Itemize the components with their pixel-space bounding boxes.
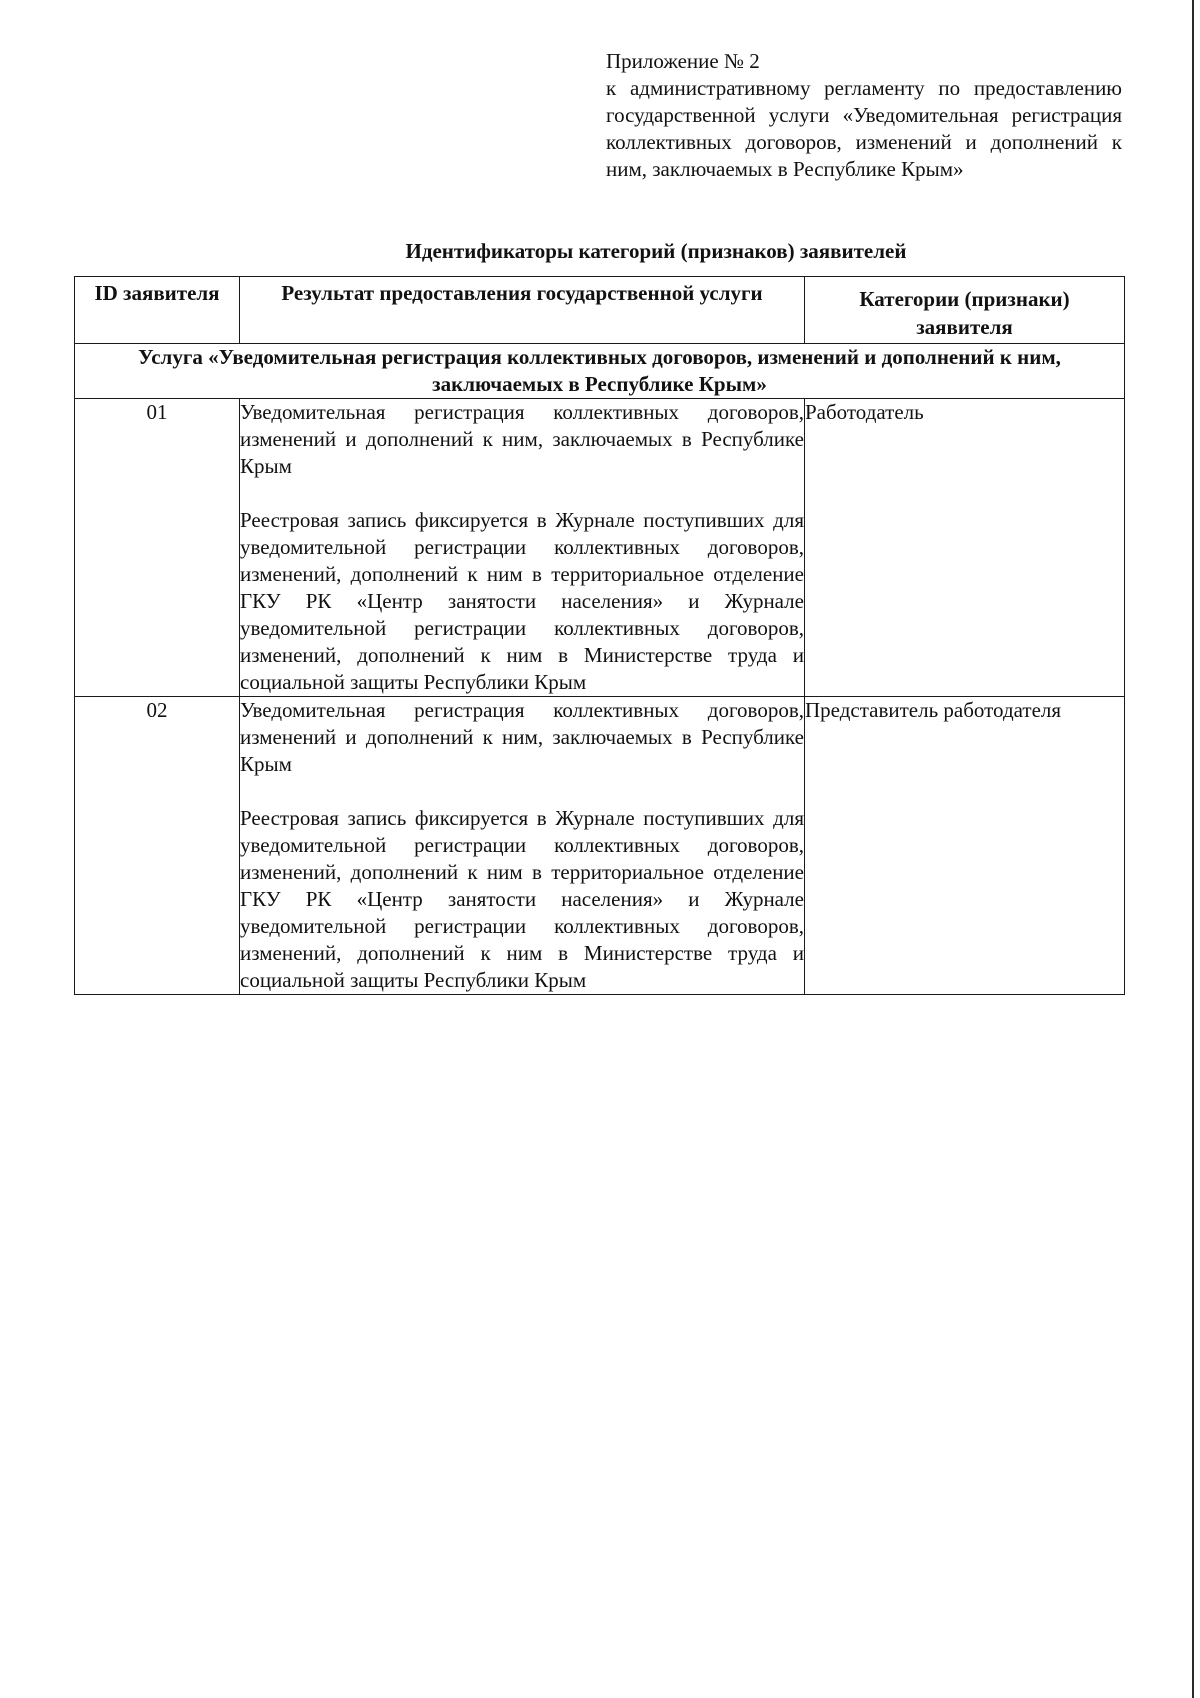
row-category: Работодатель [805,399,1125,697]
row-result [240,697,805,995]
result-paragraph: Реестровая запись фиксируется в Журнале поступивших для уведомительной регистрации коллективных договоров, изменений, дополнений к ним в территориальное отделение ГКУ РК «Центр занятости населения» и Журнале уведомительной регистрации коллективных договоров, изменений, дополнений к ним в Министерстве труда и социальной защиты Республики Крым [240,508,804,694]
service-row [75,344,1125,399]
header-category: Категории (признаки) заявителя [805,277,1125,344]
result-paragraph: Реестровая запись фиксируется в Журнале поступивших для уведомительной регистрации коллективных договоров, изменений, дополнений к ним в территориальное отделение ГКУ РК «Центр занятости населения» и Журнале уведомительной регистрации коллективных договоров, изменений, дополнений к ним в Министерстве труда и социальной защиты Республики Крым [240,806,804,992]
table-header-row [75,277,1125,344]
applicant-category-table [74,276,1125,995]
table-row [75,399,1125,697]
document-title: Идентификаторы категорий (признаков) заявителей [405,239,907,263]
row-result [240,399,805,697]
table-row [75,697,1125,995]
header-id: ID заявителя [75,277,240,344]
appendix-number: Приложение № 2 [606,49,760,73]
result-paragraph: Уведомительная регистрация коллективных договоров, изменений и дополнений к ним, заключаемых в Республике Крым [240,698,804,776]
row-category: Представитель работодателя [805,697,1125,995]
service-name: Услуга «Уведомительная регистрация коллективных договоров, изменений и дополнений к ним, заключаемых в Республике Крым» [75,344,1125,399]
appendix-text: к административному регламенту по предоставлению государственной услуги «Уведомительная регистрация коллективных договоров, изменений и дополнений к ним, заключаемых в Республике Крым» [606,76,1122,181]
header-result: Результат предоставления государственной услуги [240,277,805,344]
row-id: 02 [75,697,240,995]
appendix-header [606,48,1122,183]
result-paragraph: Уведомительная регистрация коллективных договоров, изменений и дополнений к ним, заключаемых в Республике Крым [240,400,804,478]
row-id: 01 [75,399,240,697]
